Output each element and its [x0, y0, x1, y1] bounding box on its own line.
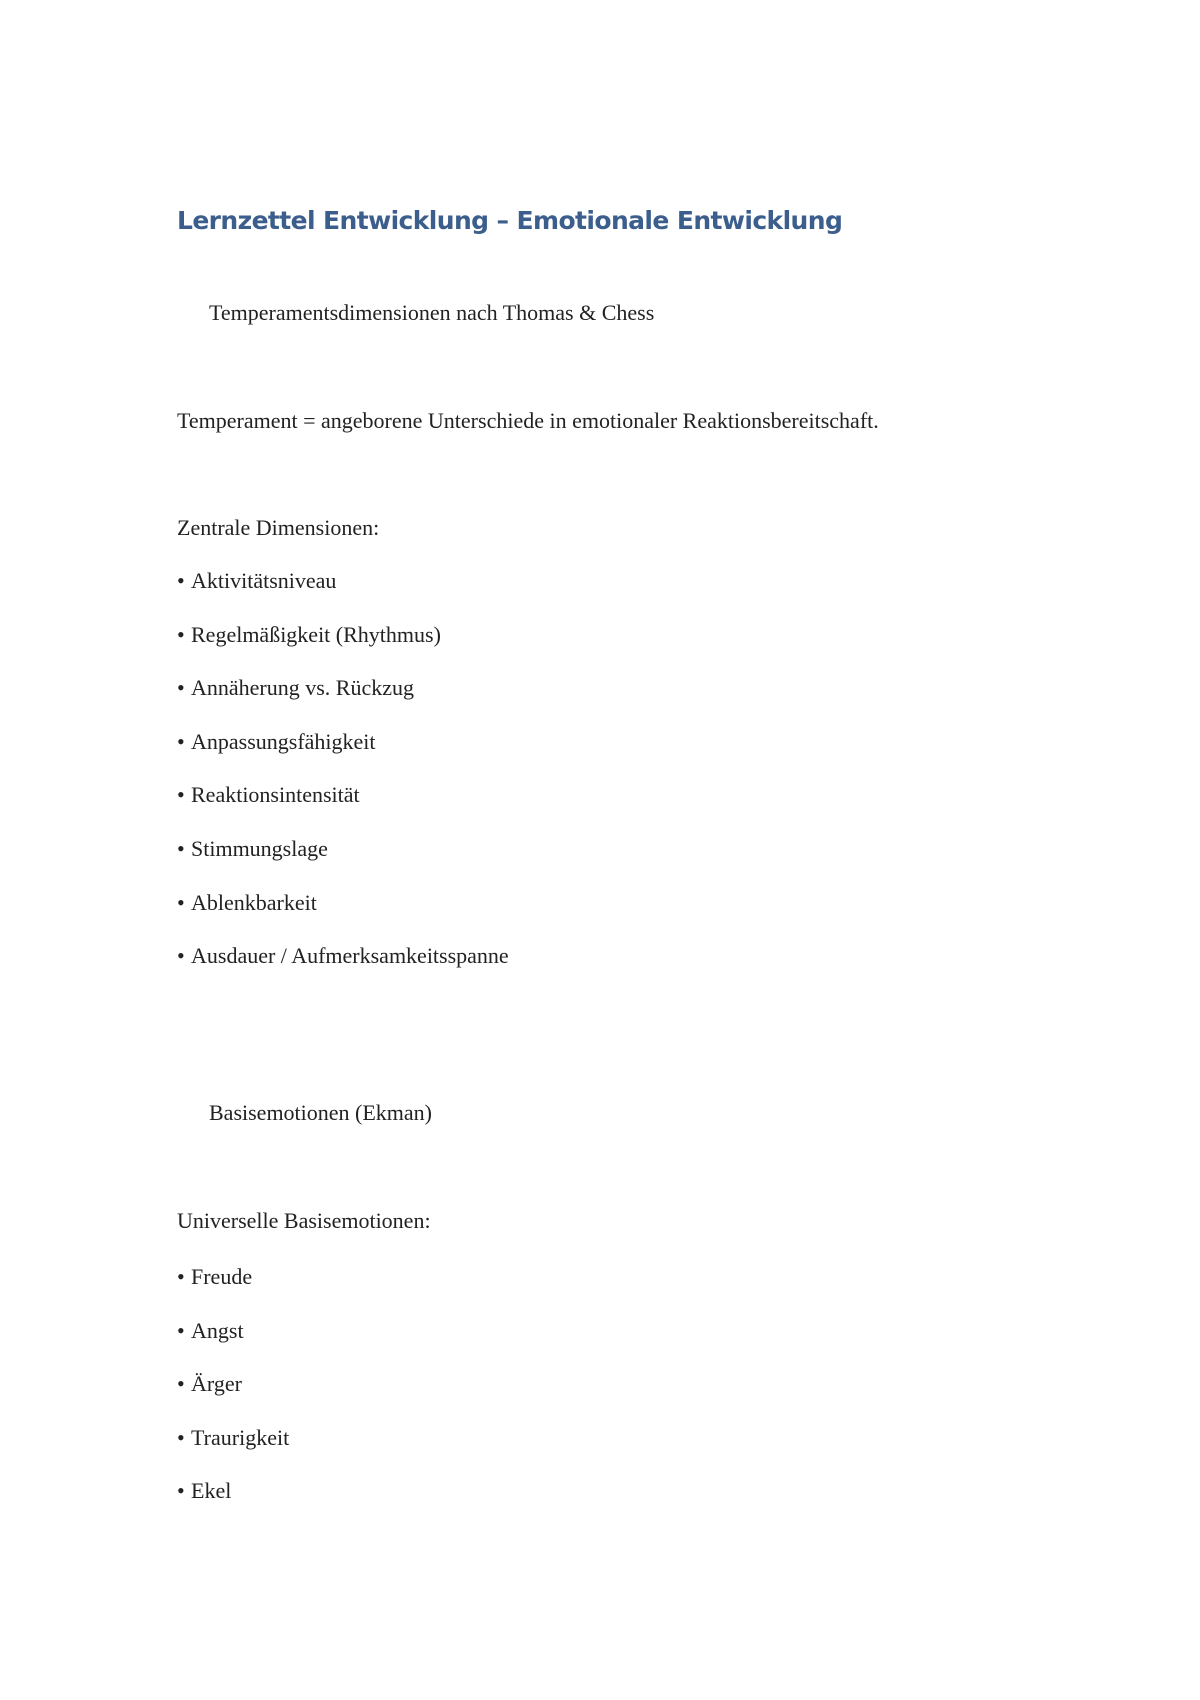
- bullet-icon: •: [177, 675, 185, 701]
- section-heading-basisemotionen: Basisemotionen (Ekman): [209, 1100, 433, 1125]
- bullet-icon: •: [177, 1424, 185, 1450]
- bullet-icon: •: [177, 728, 185, 754]
- bullet-icon: •: [177, 782, 185, 808]
- list-intro-basisemotionen: Universelle Basisemotionen:: [177, 1208, 431, 1233]
- list-item: • Stimmungslage: [177, 834, 509, 888]
- list-item: • Ekel: [177, 1476, 289, 1530]
- document-title: Lernzettel Entwicklung – Emotionale Entwicklung: [177, 206, 843, 235]
- bullet-icon: •: [177, 621, 185, 647]
- list-item: • Traurigkeit: [177, 1423, 289, 1477]
- bullet-icon: •: [177, 1317, 185, 1343]
- temperament-definition: Temperament = angeborene Unterschiede in emotionaler Reaktionsbereitschaft.: [177, 408, 879, 433]
- section-heading-temperament: Temperamentsdimensionen nach Thomas & Chess: [209, 300, 655, 325]
- bullet-icon: •: [177, 1371, 185, 1397]
- list-item: • Ausdauer / Aufmerksamkeitsspanne: [177, 941, 509, 995]
- bullet-icon: •: [177, 835, 185, 861]
- bullet-icon: •: [177, 889, 185, 915]
- bullet-icon: •: [177, 1478, 185, 1504]
- list-item: • Ärger: [177, 1369, 289, 1423]
- bullet-icon: •: [177, 568, 185, 593]
- list-item: • Anpassungsfähigkeit: [177, 727, 509, 781]
- bullet-icon: •: [177, 1264, 185, 1289]
- list-item: • Ablenkbarkeit: [177, 888, 509, 942]
- list-item: • Regelmäßigkeit (Rhythmus): [177, 620, 509, 674]
- list-item: • Freude: [177, 1262, 289, 1316]
- list-item: • Annäherung vs. Rückzug: [177, 673, 509, 727]
- list-item: • Angst: [177, 1316, 289, 1370]
- list-item: • Reaktionsintensität: [177, 780, 509, 834]
- list-item: • Aktivitätsniveau: [177, 566, 509, 620]
- dimensions-list: [177, 566, 509, 995]
- list-intro-dimensions: Zentrale Dimensionen:: [177, 515, 380, 540]
- bullet-icon: •: [177, 943, 185, 969]
- emotions-list: [177, 1262, 289, 1530]
